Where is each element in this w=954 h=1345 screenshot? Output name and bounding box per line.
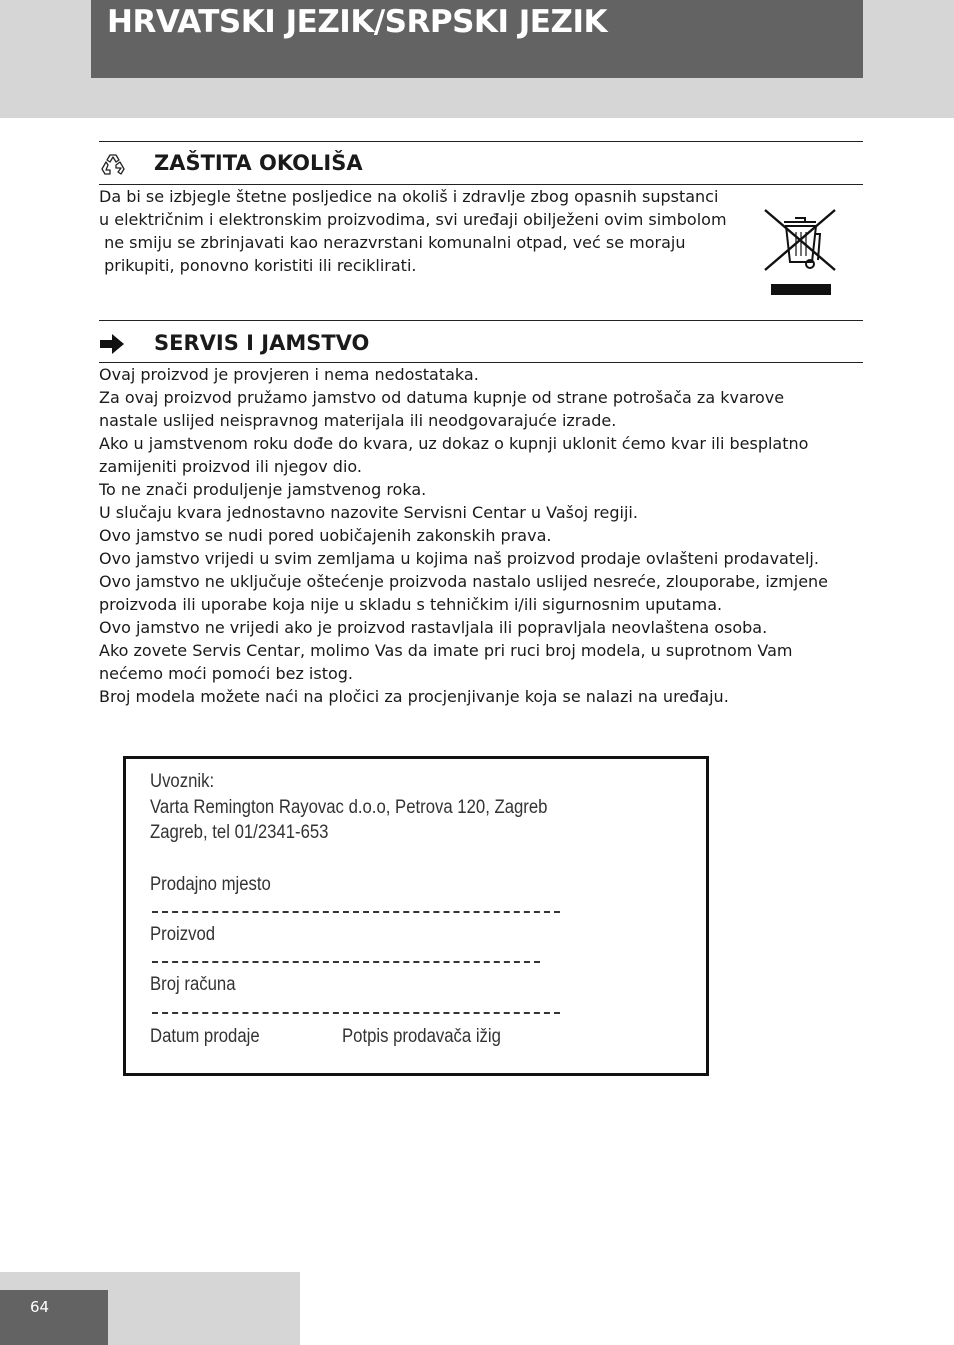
importer-label: Uvoznik:: [150, 771, 215, 792]
page-number-box: [0, 1290, 108, 1345]
environment-line: Da bi se izbjegle štetne posljedice na okoliš i zdravlje zbog opasnih supstanci: [99, 187, 719, 206]
warranty-card: [123, 756, 709, 1076]
arrow-right-icon: [99, 332, 127, 356]
place-of-sale-field[interactable]: [152, 911, 560, 913]
recycle-icon: [99, 152, 127, 176]
seller-signature-label: Potpis prodavača ižig: [342, 1026, 501, 1047]
page-number: 64: [30, 1298, 50, 1316]
product-field[interactable]: [152, 961, 540, 963]
invoice-number-label: Broj računa: [150, 974, 236, 995]
warranty-line: Broj modela možete naći na pločici za procjenjivanje koja se nalazi na uređaju.: [99, 687, 729, 706]
warranty-line: Ako u jamstvenom roku dođe do kvara, uz dokaz o kupnji uklonit ćemo kvar ili besplatno: [99, 434, 809, 453]
importer-phone: Zagreb, tel 01/2341-653: [150, 822, 329, 843]
invoice-number-field[interactable]: [152, 1012, 560, 1014]
warranty-title: SERVIS I JAMSTVO: [154, 331, 370, 355]
warranty-line: Za ovaj proizvod pružamo jamstvo od datuma kupnje od strane potrošača za kvarove: [99, 388, 785, 407]
product-label: Proizvod: [150, 924, 216, 945]
warranty-line: Ovo jamstvo ne vrijedi ako je proizvod rastavljala ili popravljala neovlaštena osoba.: [99, 618, 768, 637]
page-title: HRVATSKI JEZIK/SRPSKI JEZIK: [107, 4, 608, 40]
warranty-line: To ne znači produljenje jamstvenog roka.: [99, 480, 427, 499]
warranty-line: zamijeniti proizvod ili njegov dio.: [99, 457, 362, 476]
warranty-line: nastale uslijed neispravnog materijala ili neodgovarajuće izrade.: [99, 411, 617, 430]
importer-address: Varta Remington Rayovac d.o.o, Petrova 120, Zagreb: [150, 797, 548, 818]
warranty-line: Ako zovete Servis Centar, molimo Vas da imate pri ruci broj modela, u suprotnom Vam: [99, 641, 793, 660]
title-bar: [91, 0, 863, 78]
environment-line: ne smiju se zbrinjavati kao nerazvrstani komunalni otpad, već se moraju: [99, 233, 686, 252]
section-rule-top: [99, 141, 863, 142]
crossed-out-wheelie-bin-icon: [762, 204, 838, 298]
place-of-sale-label: Prodajno mjesto: [150, 874, 271, 895]
warranty-line: Ovo jamstvo ne uključuje oštećenje proizvoda nastalo uslijed nesreće, zlouporabe, izmjene: [99, 572, 829, 591]
warranty-line: U slučaju kvara jednostavno nazovite Servisni Centar u Vašoj regiji.: [99, 503, 638, 522]
environment-title: ZAŠTITA OKOLIŠA: [154, 151, 363, 175]
date-of-sale-label: Datum prodaje: [150, 1026, 260, 1047]
section-rule-top: [99, 320, 863, 321]
warranty-line: proizvoda ili uporabe koja nije u skladu s tehničkim i/ili sigurnosnim uputama.: [99, 595, 723, 614]
environment-line: u električnim i elektronskim proizvodima, svi uređaji obilježeni ovim simbolom: [99, 210, 727, 229]
warranty-line: Ovo jamstvo se nudi pored uobičajenih zakonskih prava.: [99, 526, 552, 545]
warranty-line: Ovo jamstvo vrijedi u svim zemljama u kojima naš proizvod prodaje ovlašteni prodavatelj.: [99, 549, 819, 568]
warranty-line: Ovaj proizvod je provjeren i nema nedostataka.: [99, 365, 479, 384]
environment-line: prikupiti, ponovno koristiti ili reciklirati.: [99, 256, 417, 275]
warranty-line: nećemo moći pomoći bez istog.: [99, 664, 354, 683]
